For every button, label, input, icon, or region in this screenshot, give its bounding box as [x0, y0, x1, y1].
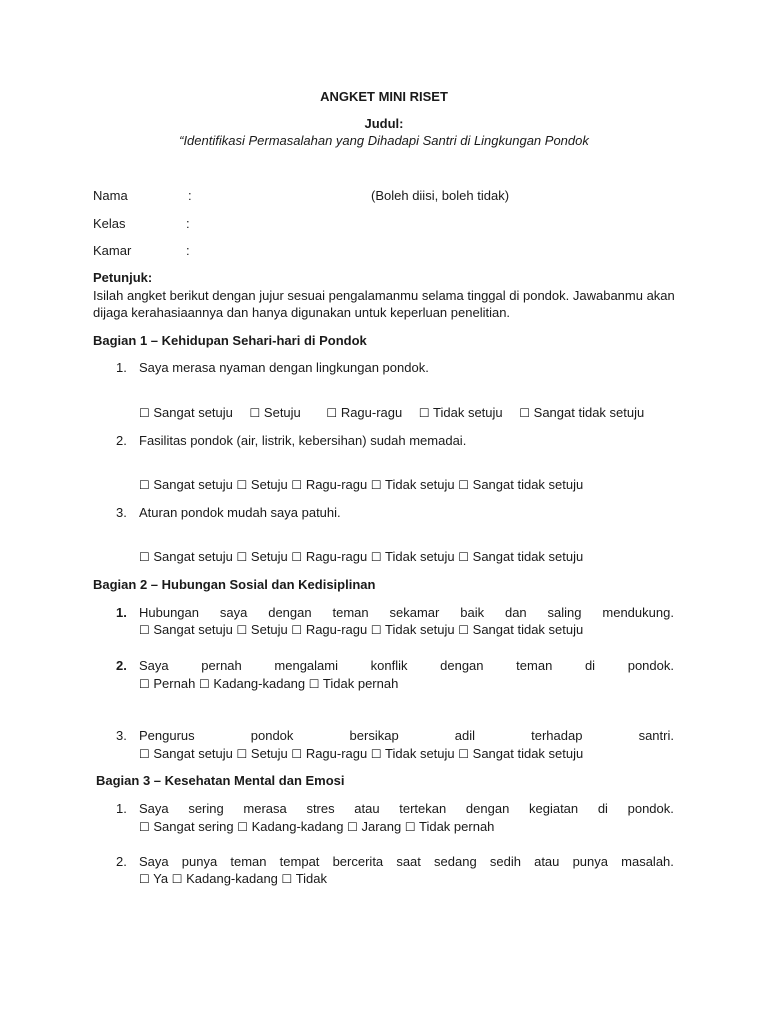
question-word: saling — [547, 605, 582, 620]
b2-q3-option-3[interactable] — [291, 746, 367, 761]
option-label: Setuju — [250, 622, 288, 637]
option-label: Sangat setuju — [153, 405, 233, 420]
b2-q3-options — [139, 745, 583, 763]
question-word: tempat — [279, 854, 320, 869]
question-word: dengan — [440, 658, 484, 673]
question-word: sedih — [489, 854, 521, 869]
checkbox-icon[interactable]: ☐ — [519, 406, 531, 420]
kamar-colon: : — [186, 243, 190, 258]
b1-q3-number: 3. — [116, 505, 127, 520]
b2-q3-number: 3. — [116, 728, 127, 743]
b3-q2-number: 2. — [116, 854, 127, 869]
option-label: Kadang-kadang — [213, 676, 306, 691]
b1-q3-option-2[interactable] — [237, 549, 288, 564]
b2-q3-option-2[interactable] — [237, 746, 288, 761]
checkbox-icon[interactable]: ☐ — [458, 550, 470, 564]
b1-q3-option-4[interactable] — [371, 549, 455, 564]
kamar-label: Kamar — [93, 243, 132, 258]
option-label: Tidak setuju — [385, 477, 455, 492]
checkbox-icon[interactable]: ☐ — [326, 406, 338, 420]
b3-q1-option-3[interactable] — [347, 819, 401, 834]
checkbox-icon[interactable]: ☐ — [291, 478, 303, 492]
question-word: saat — [396, 854, 421, 869]
b2-q1-option-4[interactable] — [371, 622, 455, 637]
question-word: Saya — [139, 658, 169, 673]
petunjuk-label: Petunjuk: — [93, 270, 153, 285]
b3-q2-option-3[interactable] — [282, 871, 327, 886]
question-word: stres — [306, 801, 335, 816]
nama-colon: : — [188, 188, 192, 203]
b3-q2-options — [139, 870, 327, 888]
question-word: teman — [516, 658, 553, 673]
checkbox-icon[interactable]: ☐ — [198, 677, 210, 691]
option-label: Sangat sering — [153, 819, 234, 834]
b2-q1-option-5[interactable] — [458, 622, 583, 637]
b1-q1-option-5[interactable] — [519, 405, 644, 420]
question-word: atau — [354, 801, 380, 816]
checkbox-icon[interactable]: ☐ — [139, 677, 150, 691]
checkbox-icon[interactable]: ☐ — [370, 478, 382, 492]
question-word: punya — [181, 854, 218, 869]
b2-q3-option-5[interactable] — [458, 746, 583, 761]
checkbox-icon[interactable]: ☐ — [458, 747, 470, 761]
checkbox-icon[interactable]: ☐ — [291, 550, 303, 564]
b1-q3-text: Aturan pondok mudah saya patuhi. — [139, 505, 341, 520]
b3-q1-option-4[interactable] — [405, 819, 495, 834]
checkbox-icon[interactable]: ☐ — [139, 406, 150, 420]
question-word: Pengurus — [139, 728, 195, 743]
option-label: Sangat setuju — [153, 622, 233, 637]
option-label: Setuju — [250, 477, 288, 492]
b1-q3-option-1[interactable] — [139, 549, 233, 564]
checkbox-icon[interactable]: ☐ — [237, 820, 249, 834]
option-label: Ragu-ragu — [305, 622, 368, 637]
question-word: terhadap — [531, 728, 583, 743]
checkbox-icon[interactable]: ☐ — [139, 872, 150, 886]
b1-q3-option-5[interactable] — [458, 549, 583, 564]
checkbox-icon[interactable]: ☐ — [308, 677, 320, 691]
option-label: Tidak pernah — [322, 676, 399, 691]
question-word: Hubungan — [139, 605, 199, 620]
question-word: di — [584, 658, 596, 673]
b2-q1-text — [139, 604, 674, 621]
b2-q1-option-3[interactable] — [291, 622, 367, 637]
b1-q1-option-2[interactable] — [250, 405, 301, 420]
b3-q1-options — [139, 818, 494, 836]
option-label: Sangat tidak setuju — [472, 746, 584, 761]
option-label: Kadang-kadang — [251, 819, 344, 834]
checkbox-icon[interactable]: ☐ — [291, 747, 303, 761]
b1-q2-option-5[interactable] — [458, 477, 583, 492]
nama-label: Nama — [93, 188, 128, 203]
b1-q3-options — [139, 548, 583, 566]
option-label: Kadang-kadang — [186, 871, 278, 886]
b1-q2-option-2[interactable] — [237, 477, 288, 492]
b3-q2-text — [139, 853, 674, 870]
checkbox-icon[interactable]: ☐ — [249, 406, 261, 420]
question-word: pondok. — [627, 801, 674, 816]
question-word: Saya — [139, 801, 169, 816]
option-label: Ragu-ragu — [305, 477, 368, 492]
option-label: Sangat setuju — [153, 549, 233, 564]
checkbox-icon[interactable]: ☐ — [236, 623, 248, 637]
option-label: Tidak setuju — [385, 622, 455, 637]
option-label: Pernah — [153, 676, 196, 691]
question-word: saya — [219, 605, 248, 620]
b1-q2-text: Fasilitas pondok (air, listrik, kebersihan) sudah memadai. — [139, 433, 467, 448]
option-label: Sangat tidak setuju — [533, 405, 645, 420]
b2-q1-options — [139, 621, 583, 639]
checkbox-icon[interactable]: ☐ — [370, 747, 382, 761]
b2-q2-option-3[interactable] — [309, 676, 399, 691]
question-word: Saya — [139, 854, 169, 869]
b2-q1-option-1[interactable] — [139, 622, 233, 637]
question-word: merasa — [243, 801, 287, 816]
b1-q2-number: 2. — [116, 433, 127, 448]
option-label: Sangat tidak setuju — [472, 622, 584, 637]
question-word: sekamar — [389, 605, 440, 620]
question-word: dan — [504, 605, 527, 620]
b1-q2-option-3[interactable] — [291, 477, 367, 492]
b2-q2-option-1[interactable] — [139, 676, 195, 691]
checkbox-icon[interactable]: ☐ — [139, 820, 150, 834]
question-word: bersikap — [349, 728, 399, 743]
b1-q2-options — [139, 476, 583, 494]
b1-q1-options — [139, 404, 657, 422]
b2-q3-option-4[interactable] — [371, 746, 455, 761]
checkbox-icon[interactable]: ☐ — [370, 623, 382, 637]
checkbox-icon[interactable]: ☐ — [291, 623, 303, 637]
judul-label: Judul: — [364, 116, 404, 131]
b2-q1-number: 1. — [116, 605, 127, 620]
question-word: kegiatan — [528, 801, 579, 816]
checkbox-icon[interactable]: ☐ — [139, 747, 150, 761]
kelas-label: Kelas — [93, 216, 126, 231]
document-title: ANGKET MINI RISET — [320, 89, 448, 104]
checkbox-icon[interactable]: ☐ — [418, 406, 430, 420]
question-word: sering — [188, 801, 224, 816]
question-word: teman — [230, 854, 267, 869]
b1-q1-option-1[interactable] — [139, 405, 233, 420]
checkbox-icon[interactable]: ☐ — [236, 747, 248, 761]
question-word: pondok — [250, 728, 294, 743]
question-word: mendukung. — [602, 605, 674, 620]
option-label: Sangat setuju — [153, 477, 233, 492]
question-word: teman — [332, 605, 369, 620]
option-label: Sangat tidak setuju — [472, 549, 584, 564]
question-word: konflik — [370, 658, 408, 673]
b2-q3-option-1[interactable] — [139, 746, 233, 761]
option-label: Ragu-ragu — [305, 549, 368, 564]
question-word: tertekan — [399, 801, 447, 816]
b1-q1-number: 1. — [116, 360, 127, 375]
checkbox-icon[interactable]: ☐ — [347, 820, 358, 834]
b2-q1-option-2[interactable] — [237, 622, 288, 637]
checkbox-icon[interactable]: ☐ — [404, 820, 416, 834]
question-word: mengalami — [274, 658, 338, 673]
question-word: sedang — [434, 854, 477, 869]
checkbox-icon[interactable]: ☐ — [139, 623, 150, 637]
checkbox-icon[interactable]: ☐ — [139, 550, 150, 564]
b1-q1-option-3[interactable] — [326, 405, 402, 420]
b1-q3-option-3[interactable] — [291, 549, 367, 564]
petunjuk-line1: Isilah angket berikut dengan jujur sesuai pengalamanmu selama tinggal di pondok. Jawabanmu akan — [93, 288, 675, 303]
option-label: Ya — [153, 871, 169, 886]
option-label: Setuju — [250, 549, 288, 564]
b1-q2-option-1[interactable] — [139, 477, 233, 492]
checkbox-icon[interactable]: ☐ — [458, 623, 470, 637]
b3-q2-option-2[interactable] — [172, 871, 278, 886]
checkbox-icon[interactable]: ☐ — [370, 550, 382, 564]
b3-q1-number: 1. — [116, 801, 127, 816]
option-label: Tidak setuju — [385, 549, 455, 564]
checkbox-icon[interactable]: ☐ — [236, 550, 248, 564]
checkbox-icon[interactable]: ☐ — [171, 872, 183, 886]
question-word: dengan — [268, 605, 312, 620]
option-label: Tidak setuju — [433, 405, 503, 420]
question-word: adil — [454, 728, 476, 743]
question-word: pernah — [201, 658, 242, 673]
checkbox-icon[interactable]: ☐ — [458, 478, 470, 492]
question-word: masalah. — [621, 854, 674, 869]
option-label: Sangat setuju — [153, 746, 233, 761]
nama-note: (Boleh diisi, boleh tidak) — [371, 188, 510, 203]
b2-q2-text — [139, 657, 674, 674]
petunjuk-line2: dijaga kerahasiaannya dan hanya digunakan untuk keperluan penelitian. — [93, 305, 511, 320]
option-label: Sangat tidak setuju — [472, 477, 584, 492]
question-word: bercerita — [332, 854, 384, 869]
question-word: dengan — [465, 801, 510, 816]
option-label: Tidak pernah — [419, 819, 495, 834]
judul-text: “Identifikasi Permasalahan yang Dihadapi Santri di Lingkungan Pondok — [179, 133, 589, 148]
b2-q2-options — [139, 675, 398, 693]
option-label: Tidak — [295, 871, 328, 886]
kelas-colon: : — [186, 216, 190, 231]
question-word: santri. — [638, 728, 674, 743]
b3-q1-option-1[interactable] — [139, 819, 234, 834]
b2-q2-number: 2. — [116, 658, 127, 673]
b3-q1-text — [139, 800, 674, 817]
option-label: Ragu-ragu — [305, 746, 368, 761]
option-label: Setuju — [263, 405, 301, 420]
question-word: baik — [460, 605, 485, 620]
b1-q1-option-4[interactable] — [419, 405, 503, 420]
checkbox-icon[interactable]: ☐ — [236, 478, 248, 492]
question-word: punya — [572, 854, 608, 869]
option-label: Tidak setuju — [385, 746, 455, 761]
checkbox-icon[interactable]: ☐ — [281, 872, 293, 886]
b1-q2-option-4[interactable] — [371, 477, 455, 492]
question-word: atau — [534, 854, 560, 869]
b2-q2-option-2[interactable] — [199, 676, 305, 691]
bagian2-heading: Bagian 2 – Hubungan Sosial dan Kedisiplinan — [93, 577, 376, 592]
question-word: di — [597, 801, 608, 816]
question-word: pondok. — [627, 658, 674, 673]
option-label: Jarang — [361, 819, 402, 834]
bagian1-heading: Bagian 1 – Kehidupan Sehari-hari di Pondok — [93, 333, 367, 348]
b2-q3-text — [139, 727, 674, 744]
option-label: Ragu-ragu — [340, 405, 403, 420]
bagian3-heading: Bagian 3 – Kesehatan Mental dan Emosi — [96, 773, 345, 788]
b3-q2-option-1[interactable] — [139, 871, 168, 886]
option-label: Setuju — [250, 746, 288, 761]
b3-q1-option-2[interactable] — [237, 819, 343, 834]
b1-q1-text: Saya merasa nyaman dengan lingkungan pondok. — [139, 360, 429, 375]
checkbox-icon[interactable]: ☐ — [139, 478, 150, 492]
